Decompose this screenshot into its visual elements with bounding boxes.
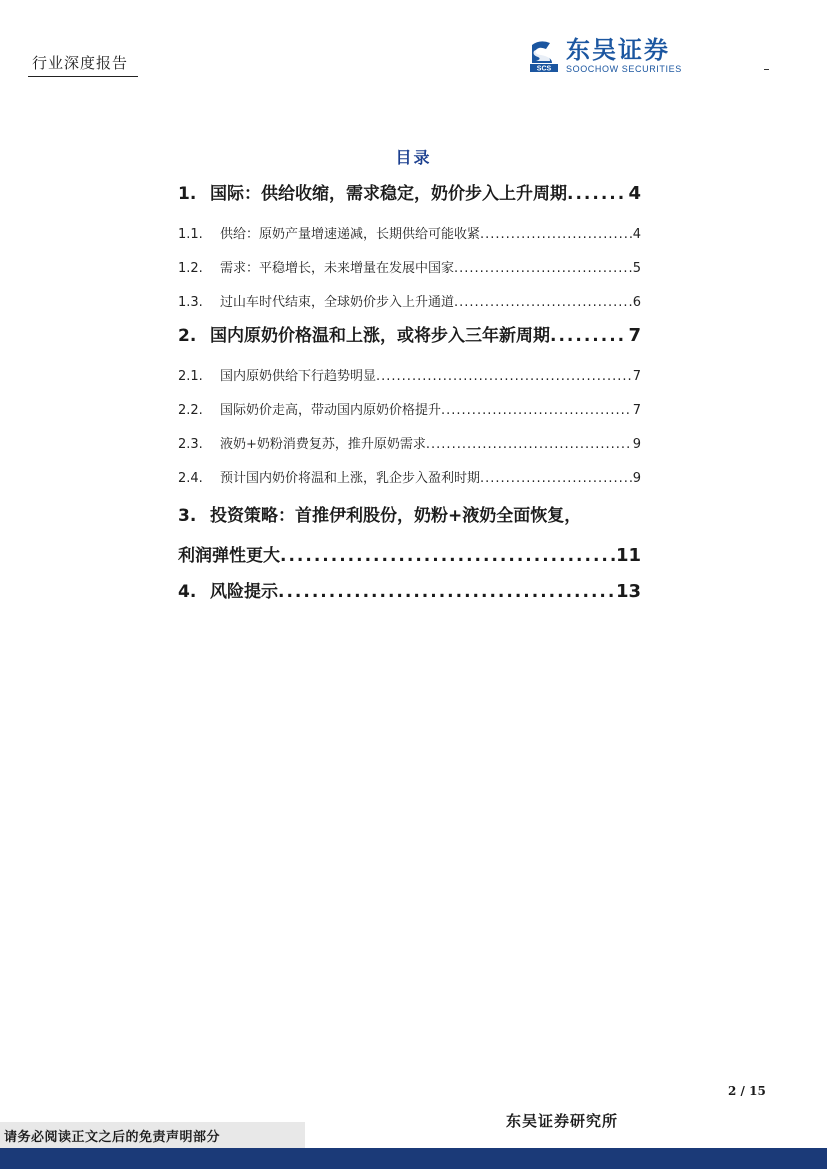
toc-leader (454, 252, 632, 286)
footer-organization: 东吴证券研究所 (506, 1112, 619, 1130)
toc-item-number: 1.1. (178, 227, 203, 242)
toc-item-number: 2. (178, 326, 197, 346)
toc-item-page: 7 (628, 325, 641, 346)
toc-item-2-2[interactable] (178, 394, 641, 428)
report-type-label: 行业深度报告 (32, 54, 129, 72)
toc-item-title: 供给：原奶产量增速递减，长期供给可能收紧 (220, 227, 481, 242)
toc-item-page: 5 (632, 261, 641, 276)
header-underline (28, 76, 138, 77)
company-logo (528, 38, 682, 74)
toc-item-title: 预计国内奶价将温和上涨，乳企步入盈利时期 (220, 471, 481, 486)
logo-mark-text: SCS (536, 65, 552, 73)
toc-item-title: 国内原奶供给下行趋势明显 (220, 369, 377, 384)
toc-item-title: 国际奶价走高，带动国内原奶价格提升 (220, 403, 442, 418)
toc-item-4[interactable] (178, 576, 641, 616)
toc-leader (567, 178, 627, 210)
toc-item-title: 过山车时代结束，全球奶价步入上升通道 (220, 295, 455, 310)
toc-item-1-3[interactable] (178, 286, 641, 320)
toc-item-page: 9 (632, 437, 641, 452)
table-of-contents (178, 178, 641, 616)
toc-leader (376, 360, 632, 394)
toc-item-title: 国内原奶价格温和上涨，或将步入三年新周期 (210, 326, 550, 346)
toc-item-title-line1: 投资策略：首推伊利股份，奶粉+液奶全面恢复， (210, 506, 582, 526)
toc-item-3[interactable] (178, 496, 641, 576)
toc-item-title: 国际：供给收缩，需求稳定，奶价步入上升周期 (210, 184, 567, 204)
toc-item-1[interactable] (178, 178, 641, 218)
toc-item-page: 13 (615, 581, 641, 602)
page-number: 2 / 15 (728, 1084, 766, 1098)
disclaimer-notice: 请务必阅读正文之后的免责声明部分 (4, 1130, 221, 1145)
toc-item-2-1[interactable] (178, 360, 641, 394)
toc-item-2-3[interactable] (178, 428, 641, 462)
toc-item-page: 9 (632, 471, 641, 486)
toc-item-number: 1.3. (178, 295, 203, 310)
logo-en-text: SOOCHOW SECURITIES (566, 64, 682, 74)
toc-leader (454, 286, 632, 320)
toc-item-number: 2.2. (178, 403, 203, 418)
toc-item-number: 2.1. (178, 369, 203, 384)
toc-leader (480, 462, 632, 496)
toc-item-number: 4. (178, 582, 197, 602)
toc-item-page: 7 (632, 369, 641, 384)
toc-item-page: 4 (628, 183, 641, 204)
toc-item-number: 1.2. (178, 261, 203, 276)
toc-item-page: 4 (632, 227, 641, 242)
toc-leader (480, 218, 632, 252)
toc-item-number: 3. (178, 506, 197, 526)
toc-leader (426, 428, 632, 462)
toc-item-title: 液奶+奶粉消费复苏，推升原奶需求 (220, 437, 426, 452)
toc-item-1-2[interactable] (178, 252, 641, 286)
toc-item-1-1[interactable] (178, 218, 641, 252)
toc-item-2-4[interactable] (178, 462, 641, 496)
toc-leader (441, 394, 632, 428)
toc-item-2[interactable] (178, 320, 641, 360)
logo-cn-text: 东吴证券 (566, 36, 670, 64)
toc-item-number: 1. (178, 184, 197, 204)
toc-item-page: 11 (615, 545, 641, 566)
toc-heading: 目录 (395, 148, 432, 167)
toc-leader (278, 576, 615, 608)
toc-item-title: 风险提示 (210, 582, 278, 602)
toc-item-page: 6 (632, 295, 641, 310)
toc-leader (280, 536, 615, 576)
header-dash (764, 69, 769, 70)
toc-item-number: 2.3. (178, 437, 203, 452)
scs-logo-icon (528, 39, 560, 73)
toc-item-page: 7 (632, 403, 641, 418)
toc-leader (550, 320, 627, 352)
footer-bar (0, 1148, 827, 1169)
toc-item-title: 需求：平稳增长，未来增量在发展中国家 (220, 261, 455, 276)
toc-item-number: 2.4. (178, 471, 203, 486)
toc-item-title-line2: 利润弹性更大 (178, 546, 280, 566)
